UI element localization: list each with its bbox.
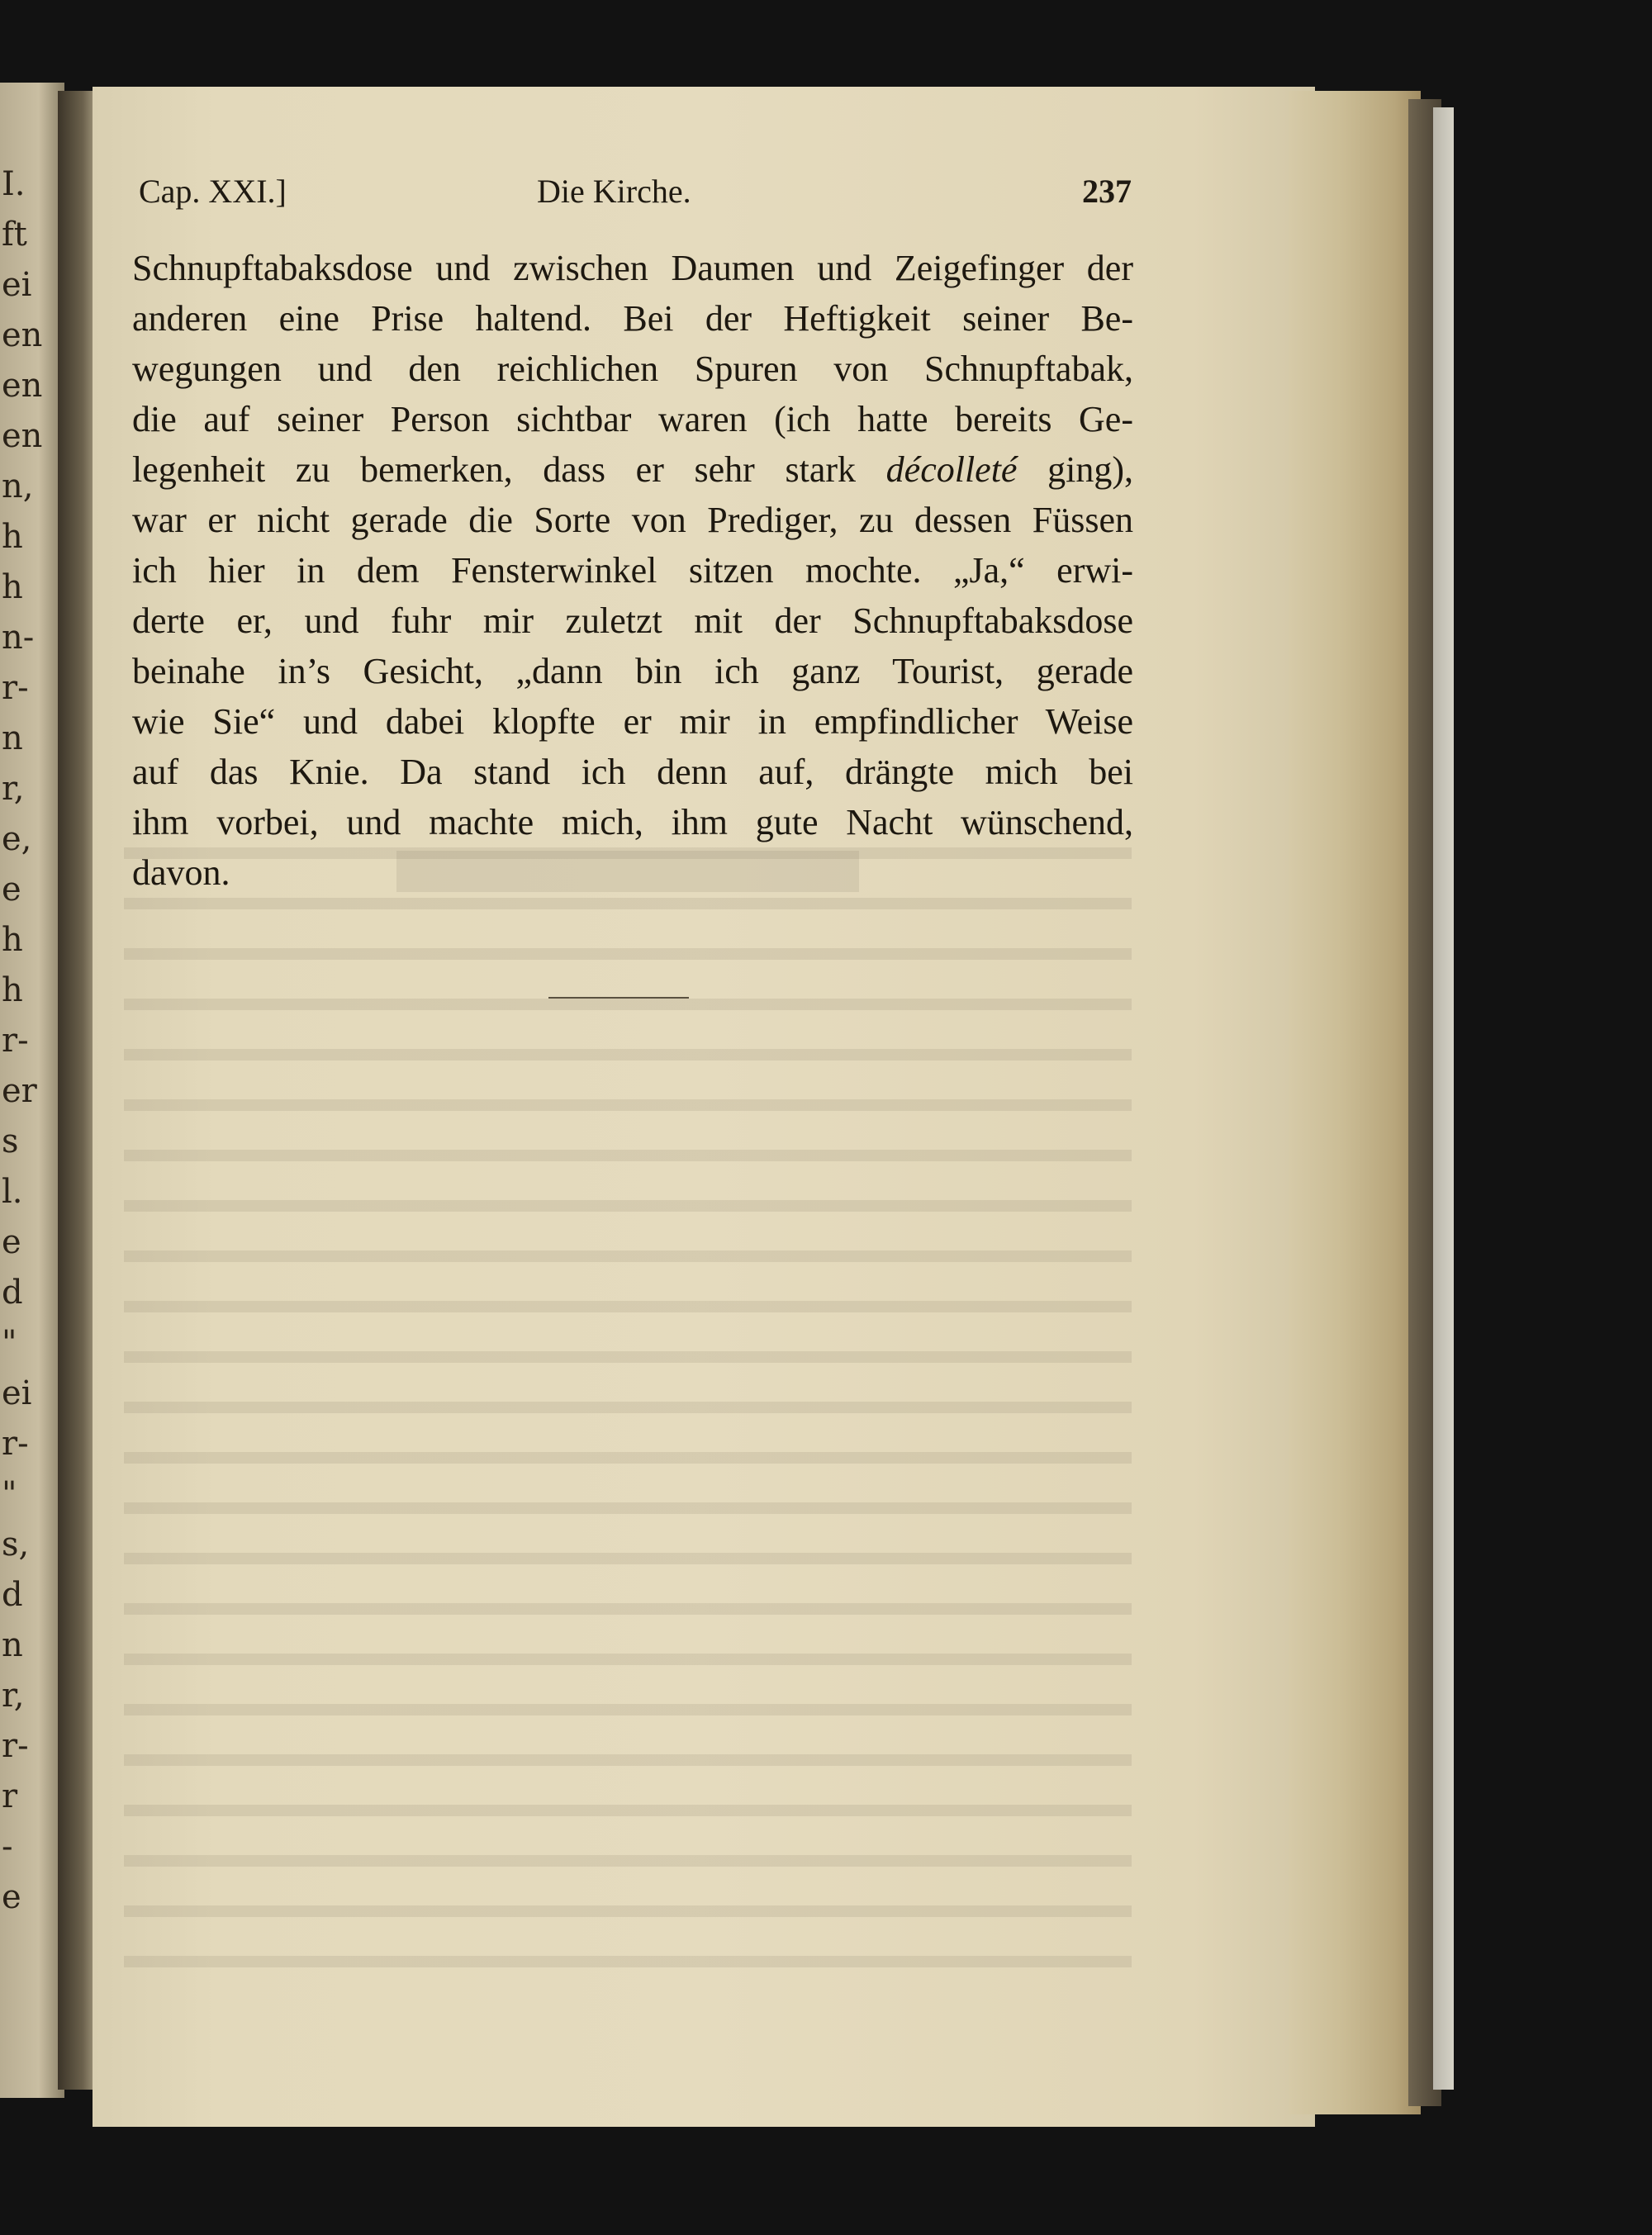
section-end-rule — [548, 997, 689, 999]
left-page-fragment: h — [2, 971, 23, 1009]
text-line: anderen eine Prise haltend. Bei der Heftigkeit seiner Be- — [132, 298, 1133, 339]
text-line — [132, 444, 1133, 495]
left-page-fragment: h — [2, 518, 23, 556]
left-page-fragment: r, — [2, 770, 25, 808]
text-line: die auf seiner Person sichtbar waren (ich hatte bereits Ge- — [132, 399, 1133, 439]
book-cover-edge — [1433, 107, 1454, 2090]
chapter-reference: Cap. XXI.] — [139, 173, 287, 210]
left-page-fragment: en — [2, 417, 43, 455]
text-line: Schnupftabaksdose und zwischen Daumen und Zeigefinger der — [132, 248, 1133, 288]
text-line: beinahe in’s Gesicht, „dann bin ich ganz Tourist, gerade — [132, 651, 1133, 691]
left-page-fragment: ei — [2, 266, 32, 304]
left-page-fragment: e — [2, 871, 21, 909]
left-page-fragment: r- — [2, 1425, 29, 1463]
left-page-fragment: e — [2, 1878, 21, 1916]
left-page-text-fragments — [0, 83, 64, 2098]
text-line: wie Sie“ und dabei klopfte er mir in empfindlicher Weise — [132, 701, 1133, 742]
left-page-fragment: en — [2, 316, 43, 354]
left-page-fragment: r — [2, 1777, 18, 1815]
left-page-fragment: I. — [2, 165, 26, 203]
page-number: 237 — [1082, 173, 1132, 210]
text-line: ich hier in dem Fensterwinkel sitzen mochte. „Ja,“ erwi- — [132, 550, 1133, 591]
left-page-fragment: n, — [2, 467, 34, 505]
left-page-fragment: ei — [2, 1374, 32, 1412]
left-page-fragment: n- — [2, 619, 35, 657]
left-page-fragment: r- — [2, 669, 29, 707]
text-line: ihm vorbei, und machte mich, ihm gute Nacht wünschend, — [132, 802, 1133, 842]
left-page-fragment: - — [2, 1828, 13, 1866]
left-page-fragment: h — [2, 568, 23, 606]
left-page-fragment: en — [2, 367, 43, 405]
italic-word: décolleté — [885, 449, 1018, 490]
left-page-fragment: e — [2, 1223, 21, 1261]
left-page-fragment: " — [2, 1324, 17, 1362]
left-page-fragment: n — [2, 719, 23, 757]
left-page-fragment: r, — [2, 1677, 25, 1715]
text-line: war er nicht gerade die Sorte von Prediger, zu dessen Füssen — [132, 500, 1133, 540]
left-page-fragment: r- — [2, 1727, 29, 1765]
text-line: wegungen und den reichlichen Spuren von Schnupftabak, — [132, 349, 1133, 389]
left-page-fragment: n — [2, 1626, 23, 1664]
running-title: Die Kirche. — [537, 173, 691, 210]
text-line: auf das Knie. Da stand ich denn auf, drängte mich bei — [132, 752, 1133, 792]
bleed-through-text — [124, 826, 1132, 1999]
left-page-fragment: r- — [2, 1022, 29, 1060]
aged-page-margin — [1289, 91, 1421, 2114]
left-page-fragment: d — [2, 1576, 23, 1614]
left-page-fragment: s — [2, 1122, 19, 1160]
left-page-fragment: l. — [2, 1173, 23, 1211]
left-page-fragment: d — [2, 1274, 23, 1312]
running-header — [132, 172, 1132, 221]
left-page-fragment: " — [2, 1475, 17, 1513]
left-page-fragment: s, — [2, 1526, 30, 1564]
text-line-part: legenheit zu bemerken, dass er sehr stark — [132, 449, 856, 490]
left-page-fragment: h — [2, 921, 23, 959]
left-facing-page — [0, 83, 64, 2098]
text-line: davon. — [132, 852, 230, 893]
left-page-fragment: er — [2, 1072, 37, 1110]
text-line-part: ging), — [1047, 449, 1134, 490]
left-page-fragment: ft — [2, 216, 27, 254]
left-page-fragment: e, — [2, 820, 32, 858]
body-text — [132, 243, 1133, 898]
text-line: derte er, und fuhr mir zuletzt mit der Schnupftabaksdose — [132, 600, 1133, 641]
